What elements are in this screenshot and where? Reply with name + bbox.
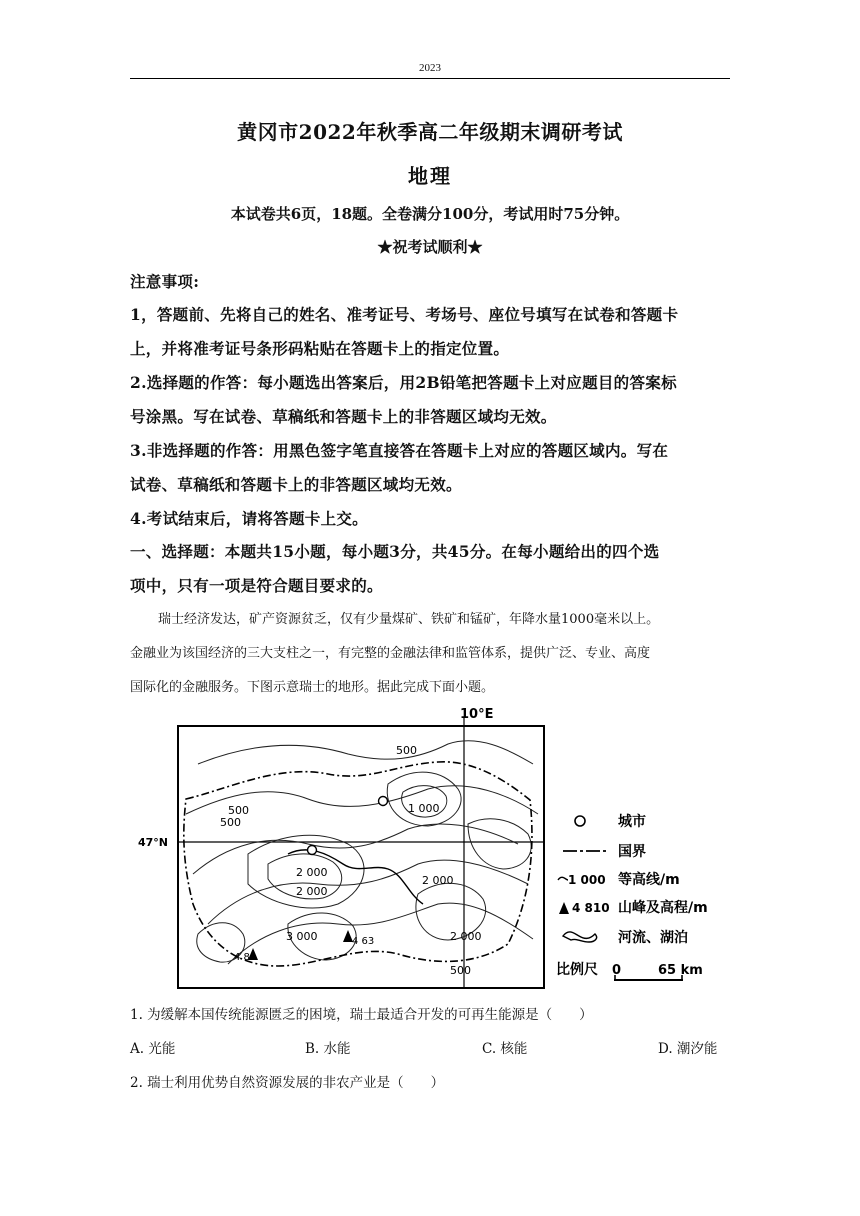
peak-label: 4 63 <box>352 936 375 947</box>
question-2-stem: 2. 瑞士利用优势自然资源发展的非农产业是（ ） <box>130 1075 445 1091</box>
contour-label: 2 000 <box>296 885 328 898</box>
legend-peak-label: 山峰及高程/m <box>618 900 708 916</box>
notice-line: 4.考试结束后，请将答题卡上交。 <box>130 509 368 528</box>
contour-label: 3 000 <box>286 930 318 943</box>
legend-river-label: 河流、湖泊 <box>618 930 688 946</box>
notice-line: 试卷、草稿纸和答题卡上的非答题区域均无效。 <box>130 475 462 494</box>
notice-line: 3.非选择题的作答：用黑色签字笔直接答在答题卡上对应的答题区域内。写在 <box>130 441 669 460</box>
header-rule <box>130 78 730 79</box>
section-heading: 一、选择题：本题共15小题，每小题3分，共45分。在每小题给出的四个选 <box>130 542 660 561</box>
peak-label: 4 81 <box>234 952 257 963</box>
question-1-option-d: D. 潮汐能 <box>658 1041 718 1057</box>
question-1-option-c: C. 核能 <box>482 1041 528 1057</box>
contour-label: 500 <box>228 804 249 817</box>
longitude-label: 10°E <box>460 707 494 722</box>
notice-line: 上，并将准考证号条形码粘贴在答题卡上的指定位置。 <box>130 339 510 358</box>
exam-info: 本试卷共6页，18题。全卷满分100分，考试用时75分钟。 <box>230 205 630 223</box>
question-1-option-a: A. 光能 <box>130 1041 176 1057</box>
notice-heading: 注意事项: <box>130 272 200 291</box>
contour-label: 500 <box>450 964 471 977</box>
exam-title: 黄冈市2022年秋季高二年级期末调研考试 <box>237 120 623 144</box>
legend-contour-label: 等高线/m <box>618 872 680 888</box>
scale-label: 比例尺 <box>556 962 598 978</box>
legend-peak-value: 4 810 <box>572 901 610 915</box>
latitude-label: 47°N <box>138 836 169 849</box>
contour-label: 500 <box>396 744 417 757</box>
legend-border-label: 国界 <box>618 844 646 860</box>
scale-value: 65 km <box>658 963 703 978</box>
question-1-option-b: B. 水能 <box>305 1041 351 1057</box>
legend-city-label: 城市 <box>618 814 646 830</box>
contour-label: 2 000 <box>296 866 328 879</box>
notice-line: 号涂黑。写在试卷、草稿纸和答题卡上的非答题区域均无效。 <box>130 407 557 426</box>
contour-label: 2 000 <box>422 874 454 887</box>
exam-wish: ★祝考试顺利★ <box>377 238 483 256</box>
passage-line: 金融业为该国经济的三大支柱之一，有完整的金融法律和监管体系，提供广泛、专业、高度 <box>130 646 651 661</box>
contour-label: 500 <box>220 816 241 829</box>
map-legend <box>556 813 708 981</box>
page-header-year: 2023 <box>419 62 441 74</box>
contour-label: 2 000 <box>450 930 482 943</box>
legend-contour-value: 1 000 <box>568 873 606 887</box>
scale-zero: 0 <box>612 963 622 978</box>
notice-line: 1，答题前、先将自己的姓名、准考证号、考场号、座位号填写在试卷和答题卡 <box>130 305 679 324</box>
contour-label: 1 000 <box>408 802 440 815</box>
passage-line: 瑞士经济发达，矿产资源贫乏，仅有少量煤矿、铁矿和锰矿，年降水量1000毫米以上。 <box>158 612 660 627</box>
switzerland-terrain-map <box>138 704 718 994</box>
section-heading-cont: 项中，只有一项是符合题目要求的。 <box>130 576 383 595</box>
notice-line: 2.选择题的作答：每小题选出答案后，用2B铅笔把答题卡上对应题目的答案标 <box>130 373 677 392</box>
passage-line: 国际化的金融服务。下图示意瑞士的地形。据此完成下面小题。 <box>130 680 495 695</box>
question-1-stem: 1. 为缓解本国传统能源匮乏的困境，瑞士最适合开发的可再生能源是（ ） <box>130 1007 593 1023</box>
exam-subject: 地理 <box>408 164 452 188</box>
